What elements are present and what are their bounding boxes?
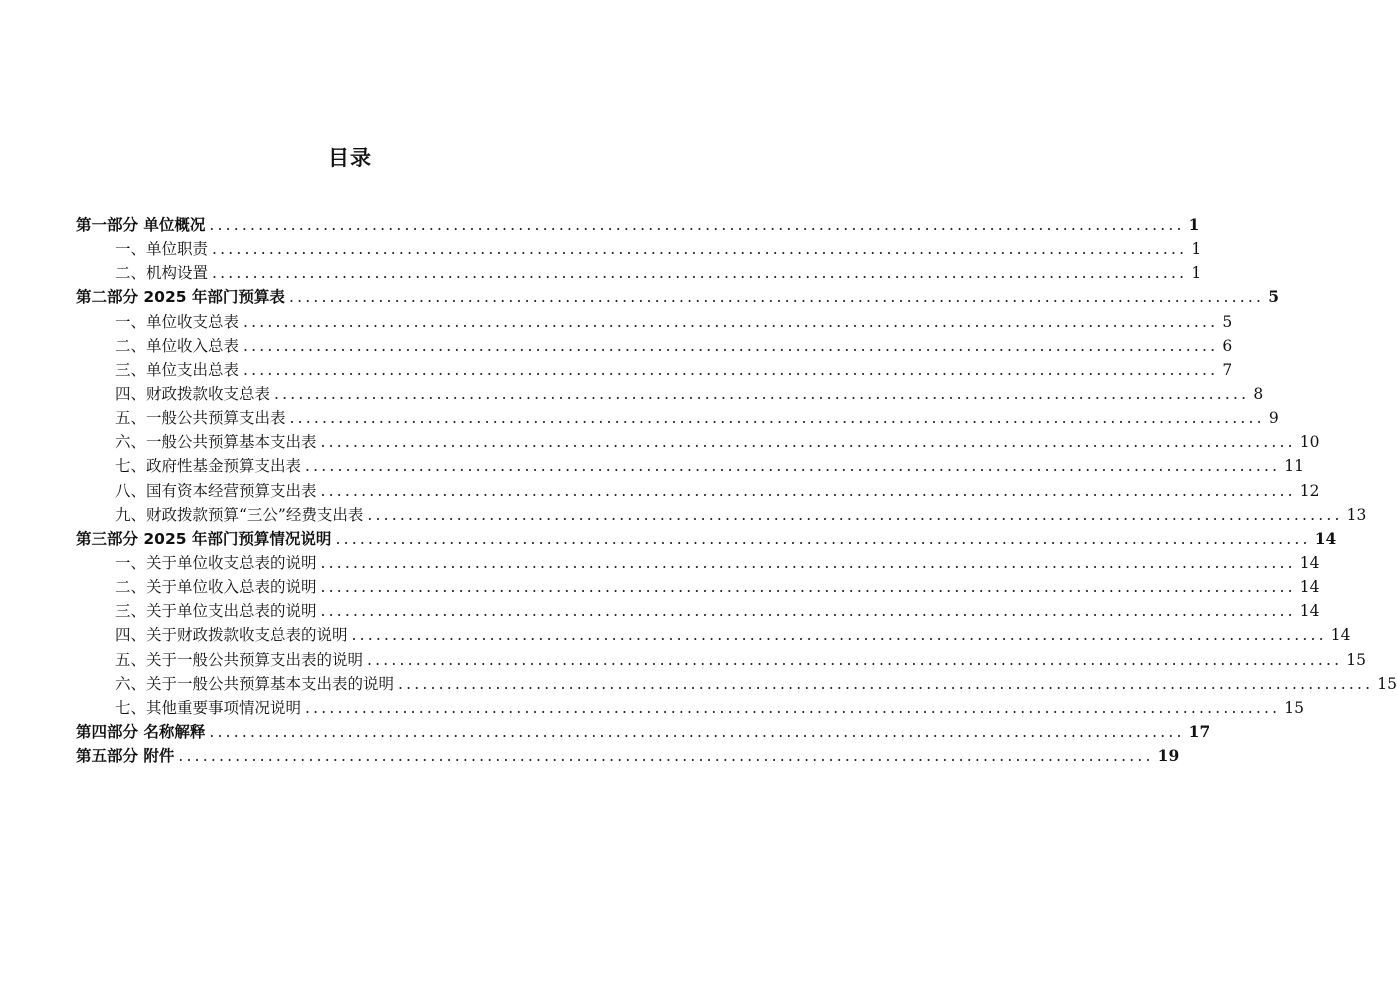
toc-page-number: 13 xyxy=(1346,505,1367,524)
toc-page-number: 5 xyxy=(1268,287,1279,307)
toc-section-entry[interactable] xyxy=(76,406,1279,430)
toc-section-entry[interactable] xyxy=(76,430,1320,454)
toc-section-entry[interactable] xyxy=(76,334,1233,358)
toc-part-entry[interactable] xyxy=(76,744,1180,768)
toc-section-entry[interactable] xyxy=(76,310,1233,334)
toc-dot-leader: ........................................................................................................................ xyxy=(212,240,1188,259)
toc-entry-label: 三、关于单位支出总表的说明 xyxy=(115,602,317,621)
toc-page-number: 6 xyxy=(1222,336,1233,355)
toc-page-number: 14 xyxy=(1330,626,1351,645)
toc-section-entry[interactable] xyxy=(76,479,1320,503)
toc-dot-leader: ........................................................................................................................ xyxy=(398,674,1374,693)
toc-part-entry[interactable] xyxy=(76,527,1337,551)
toc-entry-label: 五、关于一般公共预算支出表的说明 xyxy=(115,650,364,669)
toc-dot-leader: ........................................................................................................................ xyxy=(367,650,1343,669)
toc-entry-label: 第一部分 单位概况 xyxy=(76,216,206,234)
toc-entry-label: 七、其他重要事项情况说明 xyxy=(115,698,302,717)
toc-dot-leader: ........................................................................................................................ xyxy=(178,747,1154,766)
toc-page-number: 14 xyxy=(1314,528,1337,548)
toc-section-entry[interactable] xyxy=(76,503,1367,527)
toc-section-entry[interactable] xyxy=(76,261,1202,285)
toc-dot-leader: ........................................................................................................................ xyxy=(289,409,1265,428)
toc-page-number: 15 xyxy=(1284,698,1304,717)
toc-section-entry[interactable] xyxy=(76,672,1397,696)
toc-page-number: 17 xyxy=(1188,721,1211,741)
toc-section-entry[interactable] xyxy=(76,358,1233,382)
toc-entry-label: 二、关于单位收入总表的说明 xyxy=(115,578,317,597)
toc-dot-leader: ........................................................................................................................ xyxy=(305,698,1281,717)
toc-entry-label: 第四部分 名称解释 xyxy=(76,722,206,741)
toc-entry-label: 一、关于单位收支总表的说明 xyxy=(115,553,317,572)
toc-dot-leader: ........................................................................................................................ xyxy=(209,216,1185,234)
toc-page-number: 14 xyxy=(1299,553,1320,572)
toc-page-number: 8 xyxy=(1253,384,1264,403)
toc-page-number: 19 xyxy=(1157,746,1180,766)
toc-section-entry[interactable] xyxy=(76,382,1264,406)
toc-entry-label: 五、一般公共预算支出表 xyxy=(115,409,286,428)
toc-section-entry[interactable] xyxy=(76,454,1304,478)
toc-entry-label: 四、关于财政拨款收支总表的说明 xyxy=(115,626,348,645)
toc-entry-label: 一、单位职责 xyxy=(115,240,209,259)
toc-entry-label: 七、政府性基金预算支出表 xyxy=(115,457,302,476)
toc-dot-leader: ........................................................................................................................ xyxy=(320,433,1296,452)
page-title: 目录 xyxy=(328,146,372,170)
toc-dot-leader: ........................................................................................................................ xyxy=(320,602,1296,621)
toc-section-entry[interactable] xyxy=(76,623,1351,647)
toc-section-entry[interactable] xyxy=(76,648,1366,672)
toc-entry-label: 六、关于一般公共预算基本支出表的说明 xyxy=(115,674,395,693)
toc-page-number: 14 xyxy=(1299,578,1320,597)
toc-page-number: 11 xyxy=(1284,457,1304,476)
toc-entry-label: 六、一般公共预算基本支出表 xyxy=(115,433,317,452)
toc-dot-leader: ........................................................................................................................ xyxy=(335,529,1311,548)
toc-page-number: 10 xyxy=(1299,433,1320,452)
toc-page-number: 15 xyxy=(1377,674,1397,693)
toc-page-number: 9 xyxy=(1268,409,1279,428)
toc-page-number: 14 xyxy=(1299,602,1320,621)
toc-page-number: 15 xyxy=(1346,650,1366,669)
toc-entry-label: 第五部分 附件 xyxy=(76,747,175,766)
toc-part-entry[interactable] xyxy=(76,213,1200,237)
toc-dot-leader: ........................................................................................................................ xyxy=(320,553,1296,572)
toc-entry-label: 第三部分 2025 年部门预算情况说明 xyxy=(76,529,332,548)
toc-entry-label: 九、财政拨款预算“三公”经费支出表 xyxy=(115,505,364,524)
toc-entry-label: 三、单位支出总表 xyxy=(115,360,240,379)
toc-page-number: 1 xyxy=(1188,215,1200,234)
toc-dot-leader: ........................................................................................................................ xyxy=(320,481,1296,500)
toc-entry-label: 一、单位收支总表 xyxy=(115,312,240,331)
toc-page-number: 12 xyxy=(1299,481,1320,500)
toc-entry-label: 四、财政拨款收支总表 xyxy=(115,384,271,403)
toc-section-entry[interactable] xyxy=(76,237,1202,261)
toc-dot-leader: ........................................................................................................................ xyxy=(209,722,1185,741)
toc-dot-leader: ........................................................................................................................ xyxy=(243,360,1219,379)
toc-page-number: 7 xyxy=(1222,360,1233,379)
toc-dot-leader: ........................................................................................................................ xyxy=(367,505,1343,524)
toc-section-entry[interactable] xyxy=(76,696,1304,720)
toc-dot-leader: ........................................................................................................................ xyxy=(305,457,1281,476)
toc-dot-leader: ........................................................................................................................ xyxy=(351,626,1327,645)
toc-dot-leader: ........................................................................................................................ xyxy=(243,312,1219,331)
toc-dot-leader: ........................................................................................................................ xyxy=(274,384,1250,403)
toc-entry-label: 二、机构设置 xyxy=(115,264,209,283)
toc-page-number: 5 xyxy=(1222,312,1233,331)
toc-page-number: 1 xyxy=(1191,240,1202,259)
toc-entry-label: 八、国有资本经营预算支出表 xyxy=(115,481,317,500)
toc-page-number: 1 xyxy=(1191,264,1202,283)
toc-entry-label: 第二部分 2025 年部门预算表 xyxy=(76,288,285,307)
toc-section-entry[interactable] xyxy=(76,575,1320,599)
toc-part-entry[interactable] xyxy=(76,720,1211,744)
toc-section-entry[interactable] xyxy=(76,599,1320,623)
toc-part-entry[interactable] xyxy=(76,285,1279,309)
toc-section-entry[interactable] xyxy=(76,551,1320,575)
toc-entry-label: 二、单位收入总表 xyxy=(115,336,240,355)
toc-dot-leader: ........................................................................................................................ xyxy=(288,288,1265,307)
toc-dot-leader: ........................................................................................................................ xyxy=(320,578,1296,597)
toc-dot-leader: ........................................................................................................................ xyxy=(243,336,1219,355)
table-of-contents xyxy=(76,213,1397,768)
toc-dot-leader: ........................................................................................................................ xyxy=(212,264,1188,283)
